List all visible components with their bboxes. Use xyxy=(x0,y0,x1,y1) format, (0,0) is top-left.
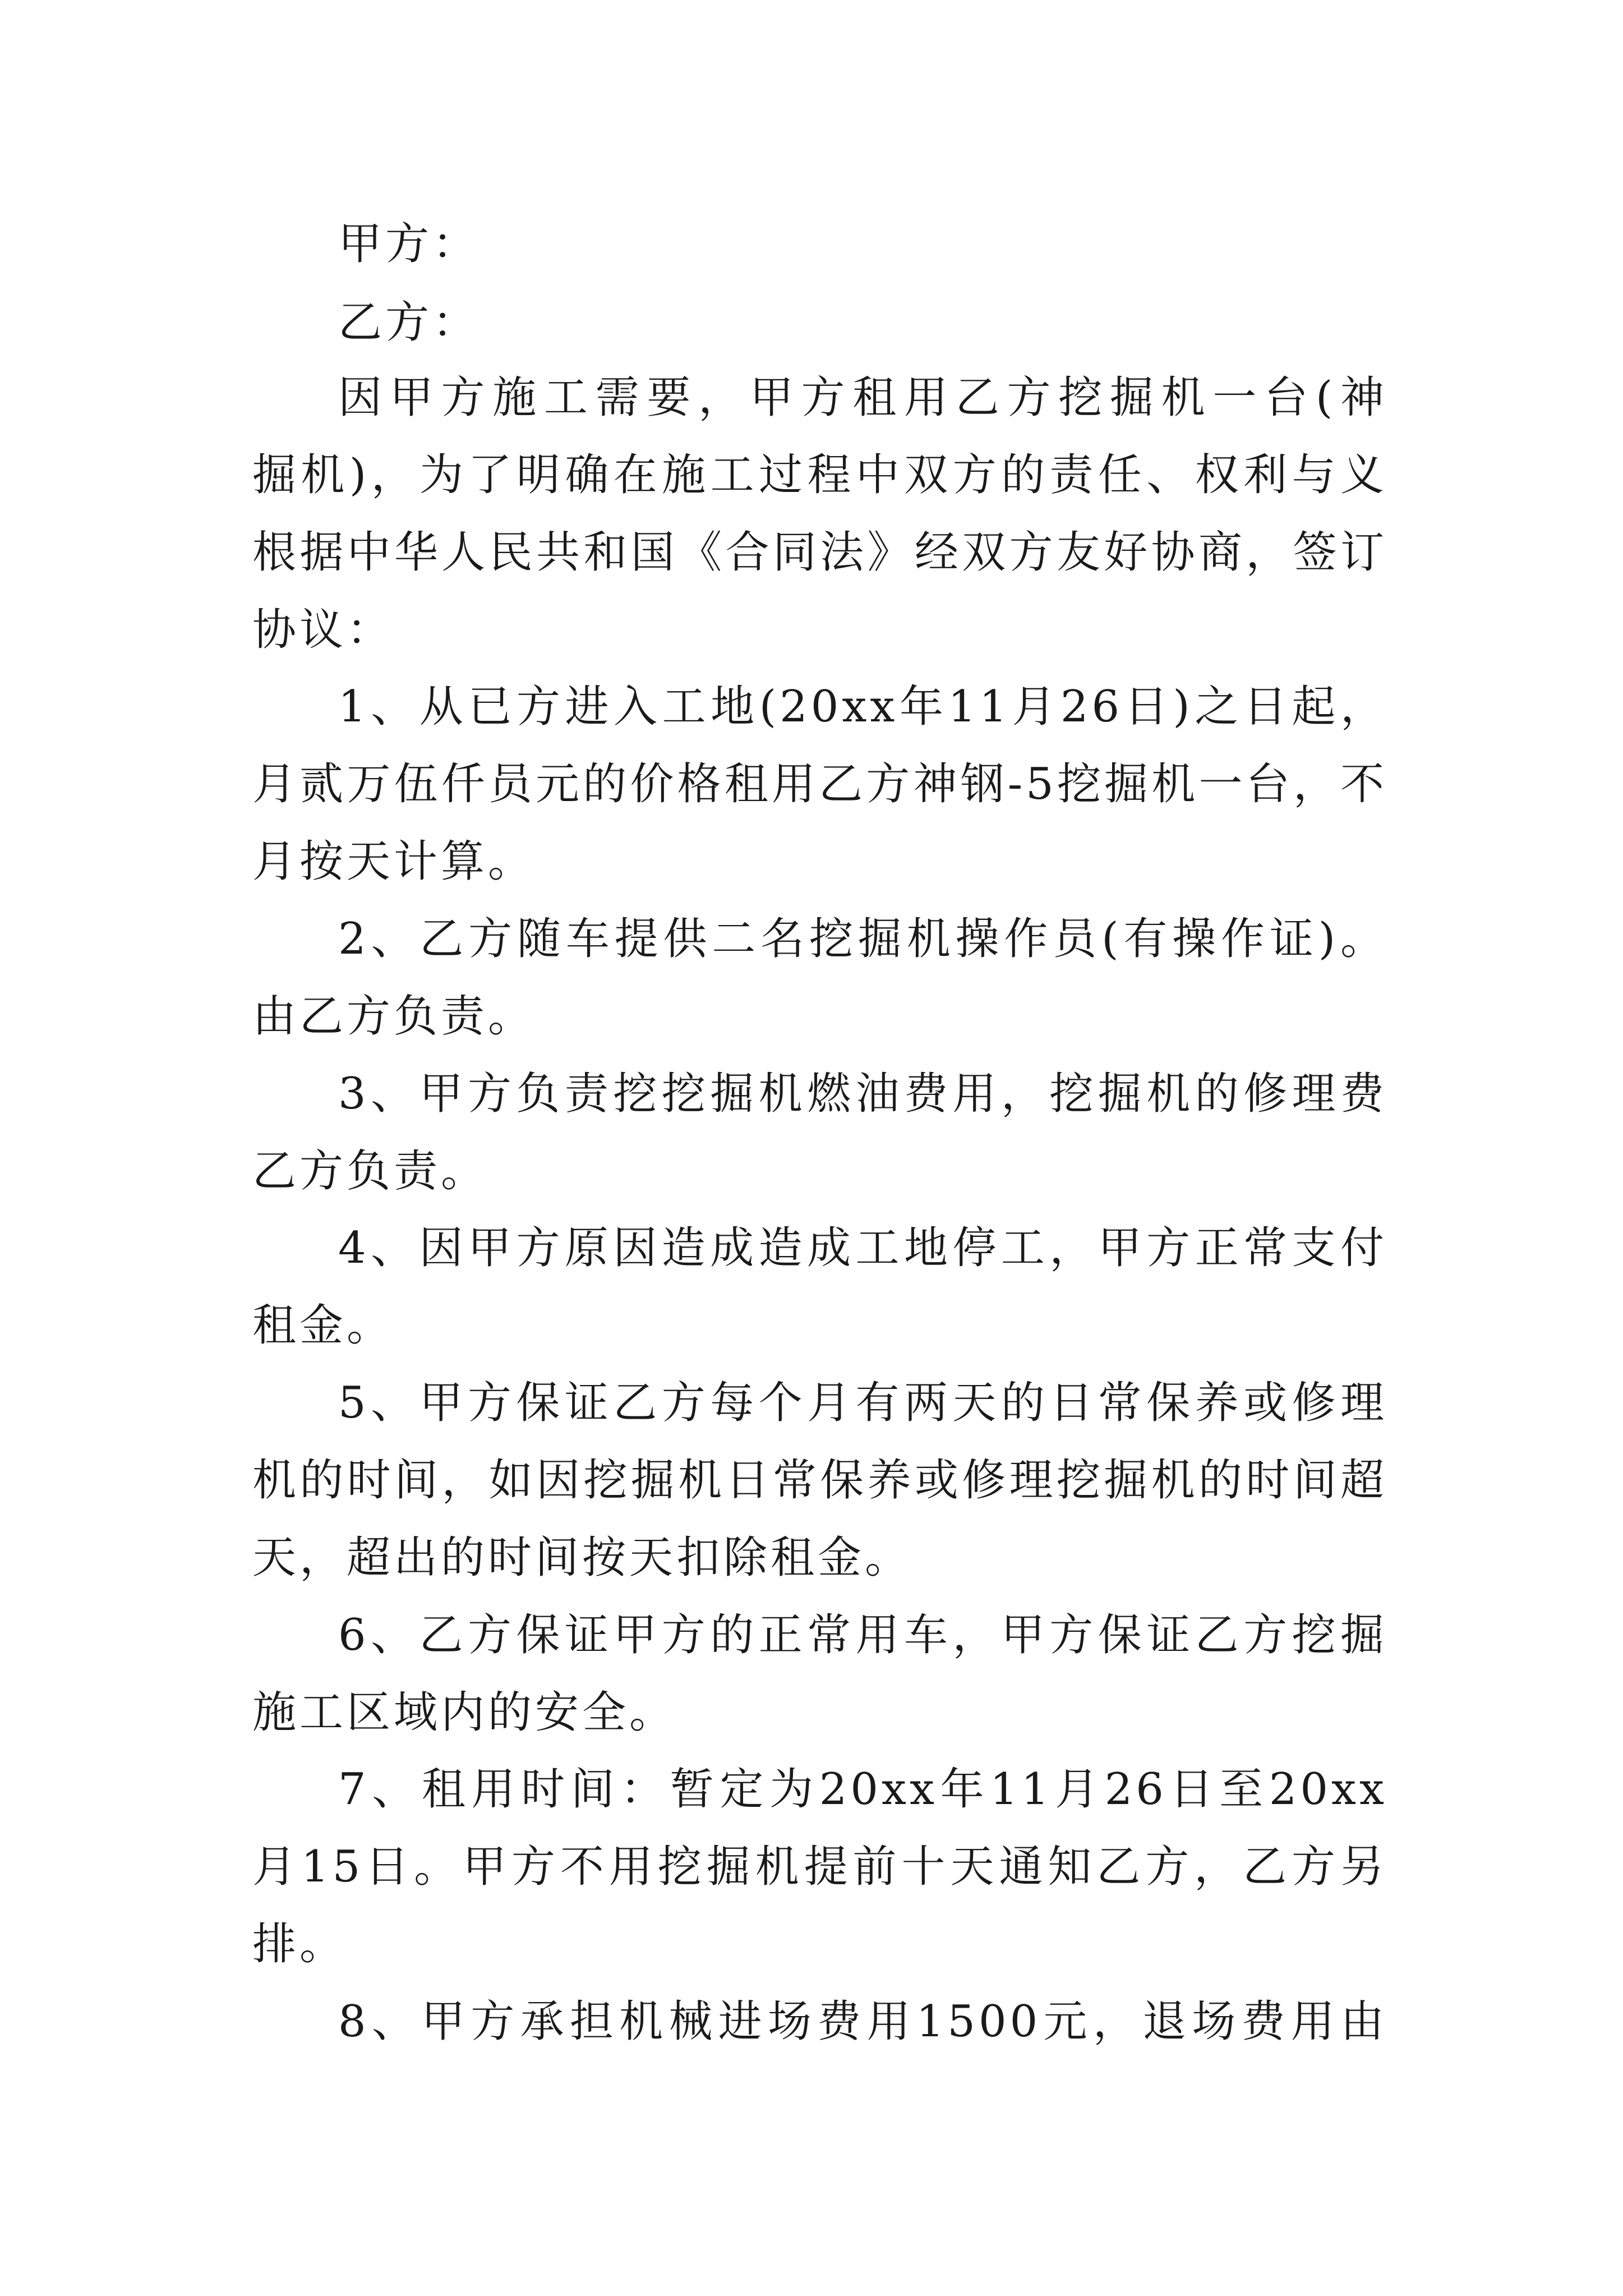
clause-4-line-2: 租金。 xyxy=(252,1300,394,1351)
party-b-label: 乙方： xyxy=(338,297,480,348)
clause-3-line-2: 乙方负责。 xyxy=(252,1146,488,1197)
clause-5-line-3: 天，超出的时间按天扣除租金。 xyxy=(252,1533,912,1583)
preamble-line-3: 根据中华人民共和国《合同法》经双方友好协商，签订 xyxy=(252,527,1387,578)
preamble-line-2: 掘机)，为了明确在施工过程中双方的责任、权利与义 xyxy=(252,450,1387,500)
clause-5-line-1: 5、甲方保证乙方每个月有两天的日常保养或修理 xyxy=(338,1378,1387,1428)
clause-3-line-1: 3、甲方负责挖挖掘机燃油费用，挖掘机的修理费 xyxy=(338,1069,1387,1119)
clause-2-line-1: 2、乙方随车提供二名挖掘机操作员(有操作证)。 xyxy=(338,914,1387,964)
party-a-label: 甲方： xyxy=(338,219,480,269)
clause-2-line-2: 由乙方负责。 xyxy=(252,991,536,1042)
preamble-line-4: 协议： xyxy=(252,605,394,655)
preamble-line-1: 因甲方施工需要，甲方租用乙方挖掘机一台(神 xyxy=(338,372,1387,423)
clause-6-line-1: 6、乙方保证甲方的正常用车，甲方保证乙方挖掘 xyxy=(338,1610,1387,1660)
clause-7-line-3: 排。 xyxy=(252,1919,347,1970)
clause-1-line-1: 1、从已方进入工地(20xx年11月26日)之日起， xyxy=(338,682,1387,732)
clause-7-line-2: 月15日。甲方不用挖掘机提前十天通知乙方，乙方另 xyxy=(252,1842,1387,1892)
clause-5-line-2: 机的时间，如因挖掘机日常保养或修理挖掘机的时间超 xyxy=(252,1455,1387,1506)
clause-6-line-2: 施工区域内的安全。 xyxy=(252,1687,677,1738)
clause-8-line-1: 8、甲方承担机械进场费用1500元，退场费用由 xyxy=(338,1996,1387,2047)
clause-7-line-1: 7、租用时间：暂定为20xx年11月26日至20xx xyxy=(338,1764,1387,1815)
clause-1-line-2: 月贰万伍仟员元的价格租用乙方神钢-5挖掘机一台，不 xyxy=(252,759,1387,809)
clause-4-line-1: 4、因甲方原因造成造成工地停工，甲方正常支付 xyxy=(338,1223,1387,1273)
clause-1-line-3: 月按天计算。 xyxy=(252,836,536,887)
